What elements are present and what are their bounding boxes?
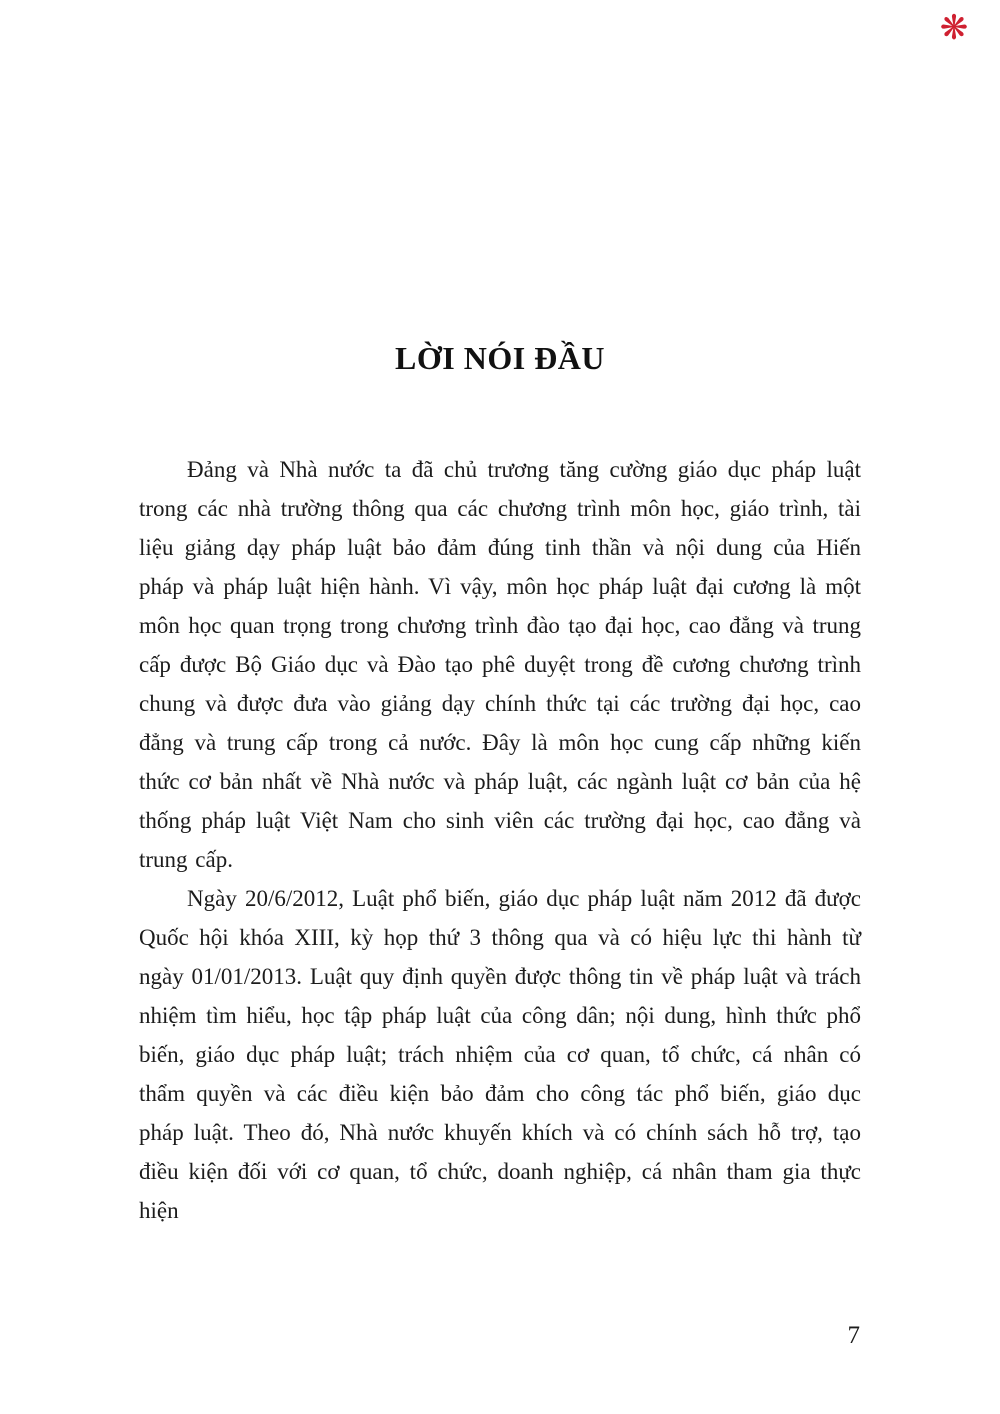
flower-asterisk-icon: ❋	[939, 8, 969, 48]
body-text	[139, 450, 861, 1230]
paragraph: Đảng và Nhà nước ta đã chủ trương tăng cường giáo dục pháp luật trong các nhà trường thông qua các chương trình môn học, giáo trình, tài liệu giảng dạy pháp luật bảo đảm đúng tinh thần và nội dung của Hiến pháp và pháp luật hiện hành. Vì vậy, môn học pháp luật đại cương là một môn học quan trọng trong chương trình đào tạo đại học, cao đẳng và trung cấp được Bộ Giáo dục và Đào tạo phê duyệt trong đề cương chương trình chung và được đưa vào giảng dạy chính thức tại các trường đại học, cao đẳng và trung cấp trong cả nước. Đây là môn học cung cấp những kiến thức cơ bản nhất về Nhà nước và pháp luật, các ngành luật cơ bản của hệ thống pháp luật Việt Nam cho sinh viên các trường đại học, cao đẳng và trung cấp.	[139, 457, 861, 872]
paragraph: Ngày 20/6/2012, Luật phổ biến, giáo dục pháp luật năm 2012 đã được Quốc hội khóa XIII, kỳ họp thứ 3 thông qua và có hiệu lực thi hành từ ngày 01/01/2013. Luật quy định quyền được thông tin về pháp luật và trách nhiệm tìm hiểu, học tập pháp luật của công dân; nội dung, hình thức phổ biến, giáo dục pháp luật; trách nhiệm của cơ quan, tổ chức, cá nhân có thẩm quyền và các điều kiện bảo đảm cho công tác phổ biến, giáo dục pháp luật. Theo đó, Nhà nước khuyến khích và có chính sách hỗ trợ, tạo điều kiện đối với cơ quan, tổ chức, doanh nghiệp, cá nhân tham gia thực hiện	[139, 886, 861, 1223]
page-title: LỜI NÓI ĐẦU	[395, 340, 605, 376]
page-number: 7	[847, 1322, 860, 1349]
